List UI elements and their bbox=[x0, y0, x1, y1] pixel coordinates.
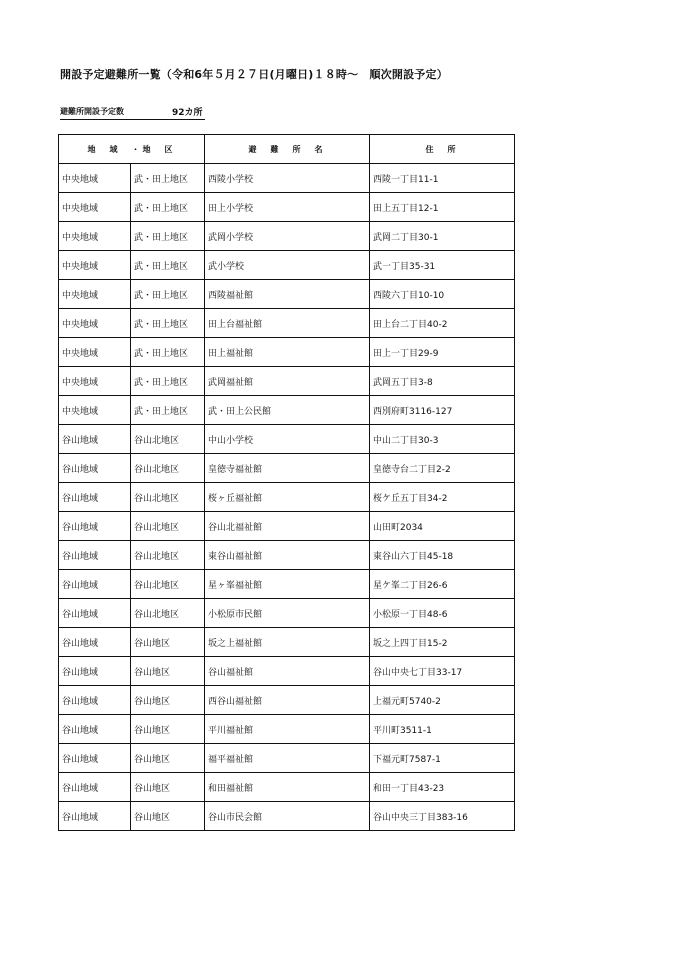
region-cell: 中央地域 bbox=[59, 164, 131, 193]
address-cell: 桜ケ丘五丁目34-2 bbox=[370, 483, 515, 512]
region-cell: 中央地域 bbox=[59, 193, 131, 222]
district-cell: 武・田上地区 bbox=[131, 251, 205, 280]
district-cell: 武・田上地区 bbox=[131, 222, 205, 251]
shelter-name-cell: 谷山北福祉館 bbox=[205, 512, 370, 541]
column-header-area: 地 域 ・地 区 bbox=[59, 135, 205, 164]
address-cell: 和田一丁目43-23 bbox=[370, 773, 515, 802]
table-row bbox=[59, 309, 515, 338]
table-row bbox=[59, 657, 515, 686]
address-cell: 西別府町3116-127 bbox=[370, 396, 515, 425]
shelter-table bbox=[58, 134, 515, 831]
district-cell: 谷山北地区 bbox=[131, 483, 205, 512]
shelter-name-cell: 桜ヶ丘福祉館 bbox=[205, 483, 370, 512]
address-cell: 星ケ峯二丁目26-6 bbox=[370, 570, 515, 599]
table-row bbox=[59, 744, 515, 773]
district-cell: 谷山地区 bbox=[131, 802, 205, 831]
shelter-count-value: 92カ所 bbox=[172, 108, 203, 118]
table-row bbox=[59, 193, 515, 222]
address-cell: 下福元町7587-1 bbox=[370, 744, 515, 773]
address-cell: 坂之上四丁目15-2 bbox=[370, 628, 515, 657]
address-cell: 平川町3511-1 bbox=[370, 715, 515, 744]
district-cell: 武・田上地区 bbox=[131, 338, 205, 367]
address-cell: 山田町2034 bbox=[370, 512, 515, 541]
district-cell: 谷山地区 bbox=[131, 715, 205, 744]
district-cell: 谷山地区 bbox=[131, 628, 205, 657]
table-row bbox=[59, 773, 515, 802]
region-cell: 中央地域 bbox=[59, 309, 131, 338]
shelter-name-cell: 和田福祉館 bbox=[205, 773, 370, 802]
address-cell: 中山二丁目30-3 bbox=[370, 425, 515, 454]
table-row bbox=[59, 483, 515, 512]
table-row bbox=[59, 222, 515, 251]
table-row bbox=[59, 164, 515, 193]
table-row bbox=[59, 251, 515, 280]
shelter-name-cell: 小松原市民館 bbox=[205, 599, 370, 628]
table-row bbox=[59, 686, 515, 715]
address-cell: 武岡五丁目3-8 bbox=[370, 367, 515, 396]
table-row bbox=[59, 280, 515, 309]
region-cell: 中央地域 bbox=[59, 251, 131, 280]
district-cell: 武・田上地区 bbox=[131, 193, 205, 222]
shelter-name-cell: 武小学校 bbox=[205, 251, 370, 280]
shelter-name-cell: 西陵福祉館 bbox=[205, 280, 370, 309]
region-cell: 谷山地域 bbox=[59, 570, 131, 599]
address-cell: 武岡二丁目30-1 bbox=[370, 222, 515, 251]
address-cell: 西陵一丁目11-1 bbox=[370, 164, 515, 193]
shelter-name-cell: 坂之上福祉館 bbox=[205, 628, 370, 657]
address-cell: 谷山中央三丁目383-16 bbox=[370, 802, 515, 831]
column-header-shelter: 避 難 所 名 bbox=[205, 135, 370, 164]
address-cell: 田上五丁目12-1 bbox=[370, 193, 515, 222]
district-cell: 谷山地区 bbox=[131, 744, 205, 773]
district-cell: 武・田上地区 bbox=[131, 367, 205, 396]
district-cell: 谷山北地区 bbox=[131, 541, 205, 570]
shelter-name-cell: 武岡小学校 bbox=[205, 222, 370, 251]
table-body bbox=[59, 164, 515, 831]
region-cell: 谷山地域 bbox=[59, 454, 131, 483]
table-row bbox=[59, 367, 515, 396]
page-title: 開設予定避難所一覧（令和6年５月２７日(月曜日)１８時～ 順次開設予定） bbox=[60, 68, 448, 81]
district-cell: 谷山北地区 bbox=[131, 570, 205, 599]
district-cell: 武・田上地区 bbox=[131, 280, 205, 309]
address-cell: 田上一丁目29-9 bbox=[370, 338, 515, 367]
district-cell: 谷山北地区 bbox=[131, 512, 205, 541]
table-row bbox=[59, 570, 515, 599]
district-cell: 谷山北地区 bbox=[131, 454, 205, 483]
shelter-name-cell: 平川福祉館 bbox=[205, 715, 370, 744]
column-header-address: 住 所 bbox=[370, 135, 515, 164]
shelter-name-cell: 武岡福祉館 bbox=[205, 367, 370, 396]
shelter-count-label: 避難所開設予定数 bbox=[60, 107, 124, 116]
table-row bbox=[59, 628, 515, 657]
district-cell: 谷山地区 bbox=[131, 686, 205, 715]
table-row bbox=[59, 396, 515, 425]
address-cell: 上福元町5740-2 bbox=[370, 686, 515, 715]
table-row bbox=[59, 425, 515, 454]
table-row bbox=[59, 715, 515, 744]
district-cell: 武・田上地区 bbox=[131, 309, 205, 338]
region-cell: 谷山地域 bbox=[59, 686, 131, 715]
shelter-name-cell: 西陵小学校 bbox=[205, 164, 370, 193]
table-row bbox=[59, 454, 515, 483]
shelter-name-cell: 東谷山福祉館 bbox=[205, 541, 370, 570]
region-cell: 中央地域 bbox=[59, 222, 131, 251]
shelter-name-cell: 田上小学校 bbox=[205, 193, 370, 222]
region-cell: 中央地域 bbox=[59, 396, 131, 425]
region-cell: 谷山地域 bbox=[59, 541, 131, 570]
region-cell: 中央地域 bbox=[59, 338, 131, 367]
address-cell: 小松原一丁目48-6 bbox=[370, 599, 515, 628]
shelter-name-cell: 谷山市民会館 bbox=[205, 802, 370, 831]
shelter-count-summary bbox=[60, 104, 205, 120]
district-cell: 武・田上地区 bbox=[131, 164, 205, 193]
table-row bbox=[59, 512, 515, 541]
district-cell: 谷山地区 bbox=[131, 657, 205, 686]
region-cell: 谷山地域 bbox=[59, 773, 131, 802]
region-cell: 中央地域 bbox=[59, 280, 131, 309]
table-row bbox=[59, 338, 515, 367]
table-row bbox=[59, 802, 515, 831]
shelter-name-cell: 西谷山福祉館 bbox=[205, 686, 370, 715]
address-cell: 田上台二丁目40-2 bbox=[370, 309, 515, 338]
district-cell: 武・田上地区 bbox=[131, 396, 205, 425]
table-row bbox=[59, 599, 515, 628]
shelter-name-cell: 福平福祉館 bbox=[205, 744, 370, 773]
address-cell: 西陵六丁目10-10 bbox=[370, 280, 515, 309]
region-cell: 中央地域 bbox=[59, 367, 131, 396]
table-header-row bbox=[59, 135, 515, 164]
shelter-name-cell: 皇徳寺福祉館 bbox=[205, 454, 370, 483]
table-row bbox=[59, 541, 515, 570]
region-cell: 谷山地域 bbox=[59, 744, 131, 773]
shelter-name-cell: 星ヶ峯福祉館 bbox=[205, 570, 370, 599]
region-cell: 谷山地域 bbox=[59, 599, 131, 628]
region-cell: 谷山地域 bbox=[59, 512, 131, 541]
address-cell: 皇徳寺台二丁目2-2 bbox=[370, 454, 515, 483]
region-cell: 谷山地域 bbox=[59, 657, 131, 686]
address-cell: 谷山中央七丁目33-17 bbox=[370, 657, 515, 686]
district-cell: 谷山北地区 bbox=[131, 599, 205, 628]
address-cell: 武一丁目35-31 bbox=[370, 251, 515, 280]
shelter-name-cell: 谷山福祉館 bbox=[205, 657, 370, 686]
shelter-name-cell: 田上台福祉館 bbox=[205, 309, 370, 338]
shelter-name-cell: 田上福祉館 bbox=[205, 338, 370, 367]
region-cell: 谷山地域 bbox=[59, 425, 131, 454]
region-cell: 谷山地域 bbox=[59, 628, 131, 657]
district-cell: 谷山地区 bbox=[131, 773, 205, 802]
shelter-name-cell: 中山小学校 bbox=[205, 425, 370, 454]
region-cell: 谷山地域 bbox=[59, 483, 131, 512]
shelter-name-cell: 武・田上公民館 bbox=[205, 396, 370, 425]
district-cell: 谷山北地区 bbox=[131, 425, 205, 454]
region-cell: 谷山地域 bbox=[59, 715, 131, 744]
region-cell: 谷山地域 bbox=[59, 802, 131, 831]
address-cell: 東谷山六丁目45-18 bbox=[370, 541, 515, 570]
